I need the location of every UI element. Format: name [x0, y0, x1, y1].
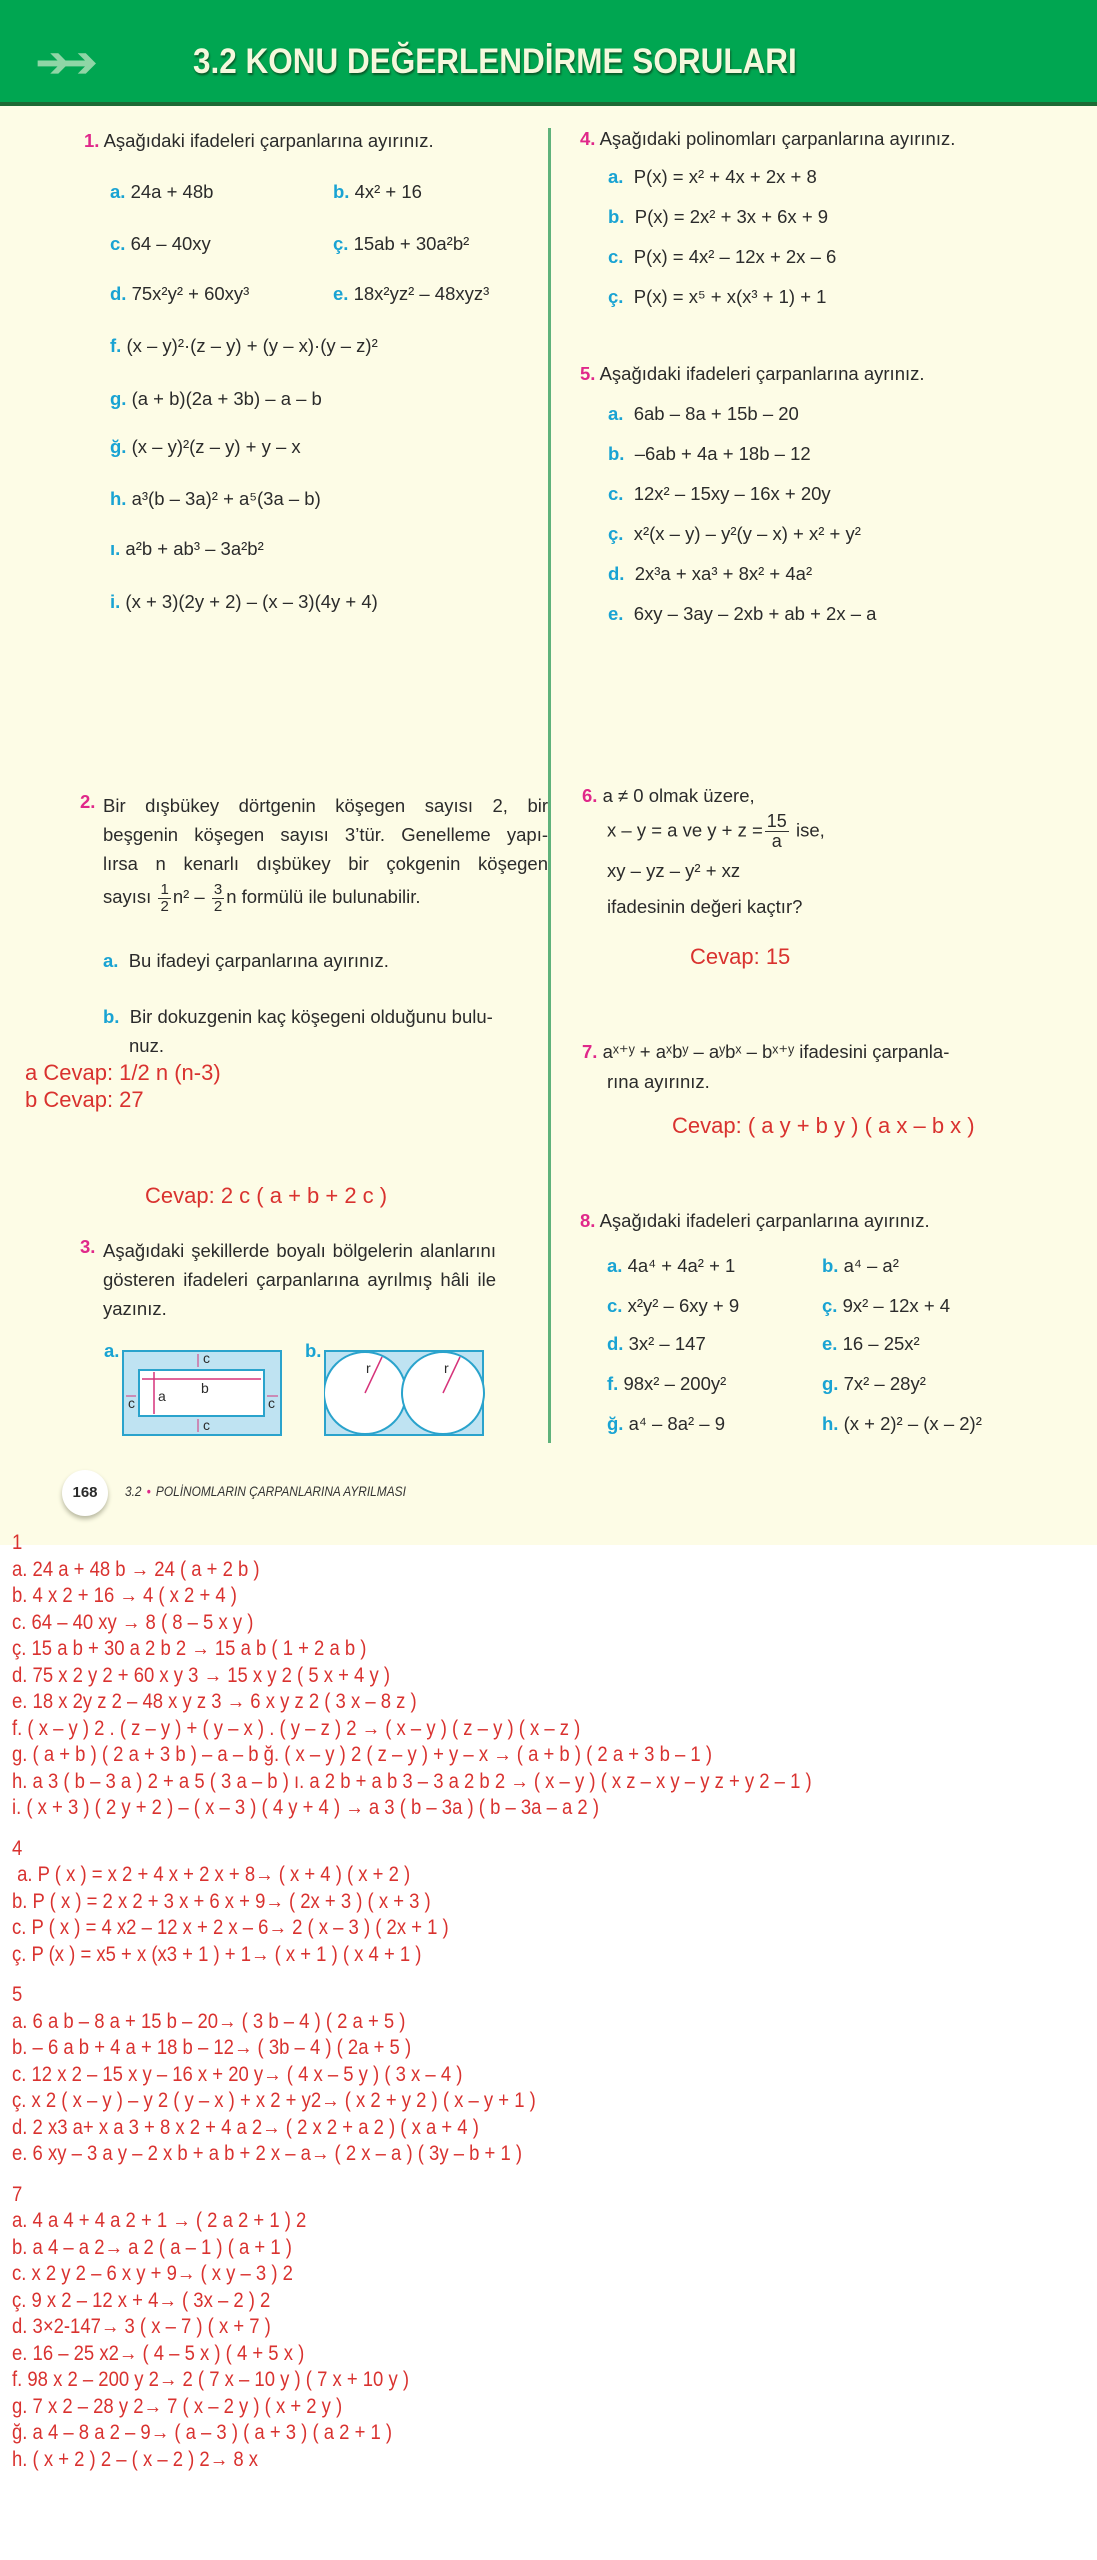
text-line: rına ayırınız.: [607, 1071, 710, 1092]
operator: –: [189, 886, 210, 908]
item-label: c.: [110, 233, 126, 254]
answer-line: c. x 2 y 2 – 6 x y + 9→ ( x y – 3 ) 2: [12, 2262, 293, 2285]
fraction: [212, 882, 224, 915]
denominator: a: [771, 830, 782, 851]
denominator: 2: [213, 897, 223, 915]
question-number: 8.: [580, 1210, 596, 1231]
answer-line: a. 24 a + 48 b → 24 ( a + 2 b ): [12, 1557, 260, 1581]
item-label: e.: [608, 603, 624, 624]
exercise-item: [822, 1333, 920, 1355]
answer-line: h. a 3 ( b – 3 a ) 2 + a 5 ( 3 a – b ) ı. a 2 b + a b 3 – 3 a 2 b 2 → ( x – y ) ( x z – x y – y z + y 2 – 1 ): [12, 1769, 812, 1793]
answer-group-number: 5: [12, 1983, 23, 2006]
item-label: a.: [103, 950, 119, 971]
answer-line: b. a 4 – a 2→ a 2 ( a – 1 ) ( a + 1 ): [12, 2235, 292, 2259]
answer-line: g. ( a + b ) ( 2 a + 3 b ) – a – b ğ. ( x – y ) 2 ( z – y ) + y – x → ( a + b ) ( 2 a + 3 b – 1 ): [12, 1743, 712, 1766]
denominator: 2: [160, 897, 169, 915]
expression: xy – yz – y² + xz: [607, 860, 741, 881]
numerator: 3: [213, 881, 223, 898]
exercise-item: [607, 1255, 735, 1277]
item-label: c.: [608, 246, 624, 267]
item-expression: 6ab – 8a + 15b – 20: [633, 403, 799, 424]
question-text: Aşağıdaki polinomları çarpanlarına ayırınız.: [599, 128, 956, 149]
exercise-item: [110, 283, 249, 305]
item-label: e.: [822, 1333, 838, 1354]
page-number: 168: [62, 1470, 108, 1516]
item-label: f.: [607, 1373, 619, 1394]
item-label: a.: [608, 403, 624, 424]
dimension-label: c: [203, 1350, 210, 1366]
answer-line: e. 6 xy – 3 a y – 2 x b + a b + 2 x – a→ ( 2 x – a ) ( 3y – b + 1 ): [12, 2142, 523, 2165]
item-label: ı.: [110, 538, 121, 559]
answer-line: h. ( x + 2 ) 2 – ( x – 2 ) 2→ 8 x: [12, 2447, 258, 2471]
handwritten-answer: Cevap: 15: [690, 944, 791, 969]
item-expression: P(x) = x⁵ + x(x³ + 1) + 1: [633, 286, 827, 307]
exercise-item: [608, 483, 831, 505]
item-label: i.: [110, 591, 121, 612]
exercise-item: [608, 523, 861, 545]
item-expression: –6ab + 4a + 18b – 12: [634, 443, 811, 464]
equation: x – y = a ve y + z =: [607, 819, 763, 841]
text-line: gösteren ifadeleri çarpanlarına ayrılmış hâli ile: [103, 1269, 496, 1290]
exercise-item: [607, 1413, 725, 1435]
item-expression: 4x² + 16: [354, 181, 422, 202]
answer-line: d. 75 x 2 y 2 + 60 x y 3 → 15 x y 2 ( 5 x + 4 y ): [12, 1663, 391, 1687]
answer-line: e. 18 x 2y z 2 – 48 x y z 3 → 6 x y z 2 ( 3 x – 8 z ): [12, 1690, 417, 1713]
item-label: h.: [110, 488, 127, 509]
question-text: Aşağıdaki ifadeleri çarpanlarına ayrınız.: [599, 363, 925, 384]
item-label: ç.: [822, 1295, 838, 1316]
text-line: lırsa n kenarlı dışbükey bir çokgenin köşegen: [103, 853, 548, 874]
item-label: ç.: [608, 523, 624, 544]
exercise-item: [333, 283, 489, 305]
footer-chapter: [125, 1483, 406, 1499]
term: n²: [172, 886, 190, 908]
answer-line: i. ( x + 3 ) ( 2 y + 2 ) – ( x – 3 ) ( 4 y + 4 ) → a 3 ( b – 3a ) ( b – 3a – a 2 ): [12, 1796, 599, 1819]
answer-line: d. 2 x3 a+ x a 3 + 8 x 2 + 4 a 2→ ( 2 x 2 + a 2 ) ( x a + 4 ): [12, 2115, 479, 2139]
question-number: 4.: [580, 128, 596, 149]
text-line: aˣ⁺ʸ + aˣbʸ – aʸbˣ – bˣ⁺ʸ ifadesini çarpanla-: [602, 1041, 950, 1062]
exercise-item: [608, 603, 876, 625]
answer-line: a. 4 a 4 + 4 a 2 + 1 → ( 2 a 2 + 1 ) 2: [12, 2209, 307, 2232]
item-expression: a³(b – 3a)² + a⁵(3a – b): [131, 488, 321, 509]
double-arrow-icon: ➔➔: [36, 41, 92, 85]
item-label: ğ.: [607, 1413, 624, 1434]
answer-line: ğ. a 4 – 8 a 2 – 9→ ( a – 3 ) ( a + 3 ) ( a 2 + 1 ): [12, 2421, 393, 2444]
exercise-item: [333, 181, 422, 203]
item-expression: 9x² – 12x + 4: [842, 1295, 951, 1316]
question-number: 5.: [580, 363, 596, 384]
exercise-item: [110, 181, 213, 203]
item-text: Bir dokuzgenin kaç köşegeni olduğunu bulu-: [129, 1006, 493, 1027]
item-label: b.: [822, 1255, 839, 1276]
item-expression: P(x) = 2x² + 3x + 6x + 9: [634, 206, 829, 227]
item-expression: (x – y)²(z – y) + y – x: [131, 436, 301, 457]
answer-line: b. 4 x 2 + 16 → 4 ( x 2 + 4 ): [12, 1584, 237, 1607]
item-expression: 12x² – 15xy – 16x + 20y: [633, 483, 831, 504]
item-label: ç.: [333, 233, 349, 254]
item-label: g.: [822, 1373, 839, 1394]
exercise-item: [608, 166, 817, 188]
handwritten-answer-b: b Cevap: 27: [25, 1087, 144, 1112]
handwritten-answers: [12, 1530, 812, 2487]
answer-line: ç. x 2 ( x – y ) – y 2 ( y – x ) + x 2 + y2→ ( x 2 + y 2 ) ( x – y + 1 ): [12, 2089, 536, 2112]
exercise-item: [608, 246, 836, 268]
numerator: 15: [766, 811, 787, 831]
exercise-item: [110, 538, 264, 560]
item-expression: (x + 3)(2y + 2) – (x – 3)(4y + 4): [125, 591, 378, 612]
handwritten-answer-q3: Cevap: 2 c ( a + b + 2 c ): [145, 1183, 388, 1208]
equation-line: [607, 812, 825, 851]
exercise-item: [608, 563, 812, 585]
exercise-item: [110, 388, 322, 410]
answer-line: c. 12 x 2 – 15 x y – 16 x + 20 y→ ( 4 x – 5 y ) ( 3 x – 4 ): [12, 2062, 463, 2086]
exercise-item: [607, 1373, 726, 1395]
exercise-item: [822, 1255, 899, 1277]
radius-label: r: [366, 1360, 371, 1376]
question-text: Aşağıdaki ifadeleri çarpanlarına ayırınız.: [599, 1210, 930, 1231]
answer-line: f. ( x – y ) 2 . ( z – y ) + ( y – x ) . ( y – z ) 2 → ( x – y ) ( z – y ) ( x – z ): [12, 1716, 581, 1740]
question-number: 3.: [80, 1236, 96, 1257]
handwritten-answer: Cevap: ( a y + b y ) ( a x – b x ): [672, 1113, 975, 1138]
section-title: 3.2 KONU DEĞERLENDİRME SORULARI: [193, 42, 797, 81]
item-expression: 64 – 40xy: [130, 233, 211, 254]
item-expression: (x – y)²·(z – y) + (y – x)·(y – z)²: [126, 335, 378, 356]
item-text: Bu ifadeyi çarpanlarına ayırınız.: [128, 950, 389, 971]
item-expression: 7x² – 28y²: [843, 1373, 926, 1394]
dimension-label: b: [201, 1380, 209, 1396]
exercise-item: [110, 335, 378, 357]
item-label: a.: [110, 181, 126, 202]
figure-b-label: b.: [305, 1340, 322, 1361]
handwritten-answer-a: a Cevap: 1/2 n (n-3): [25, 1060, 221, 1085]
text-line: ifadesinin değeri kaçtır?: [607, 896, 803, 917]
text: ise,: [795, 819, 825, 841]
text: sayısı: [103, 886, 152, 908]
column-divider: [548, 128, 551, 1443]
answer-line: b. – 6 a b + 4 a + 18 b – 12→ ( 3b – 4 ) ( 2a + 5 ): [12, 2036, 412, 2059]
exercise-item: [110, 488, 321, 510]
text-line: yazınız.: [103, 1298, 167, 1319]
dimension-label: c: [203, 1417, 210, 1433]
item-expression: (x + 2)² – (x – 2)²: [843, 1413, 982, 1434]
answer-group-number: 1: [12, 1531, 23, 1554]
item-expression: a²b + ab³ – 3a²b²: [125, 538, 264, 559]
item-label: ç.: [608, 286, 624, 307]
answer-line: a. 6 a b – 8 a + 15 b – 20→ ( 3 b – 4 ) ( 2 a + 5 ): [12, 2009, 406, 2033]
question-text: [103, 791, 548, 915]
figure-b-circles: [324, 1350, 486, 1438]
answer-group: [12, 1836, 812, 1969]
item-expression: 3x² – 147: [628, 1333, 706, 1354]
question-text: [103, 1236, 496, 1323]
figure-a-label: a.: [104, 1340, 120, 1361]
item-label: h.: [822, 1413, 839, 1434]
exercise-item: [608, 206, 828, 228]
question-text: Aşağıdaki ifadeleri çarpanlarına ayırınız.: [103, 130, 434, 151]
answer-line: ç. P (x ) = x5 + x (x3 + 1 ) + 1→ ( x + 1 ) ( x 4 + 1 ): [12, 1942, 422, 1966]
item-label: f.: [110, 335, 122, 356]
answer-line: c. 64 – 40 xy → 8 ( 8 – 5 x y ): [12, 1610, 254, 1634]
item-expression: a⁴ – a²: [843, 1255, 899, 1276]
text-line: beşgenin köşegen sayısı 3’tür. Genelleme yapı-: [103, 824, 548, 845]
term: n: [226, 886, 237, 908]
exercise-item: [822, 1373, 926, 1395]
answer-group: [12, 1982, 812, 2168]
item-label: b.: [103, 1006, 120, 1027]
item-expression: a⁴ – 8a² – 9: [628, 1413, 725, 1434]
exercise-item: [110, 591, 378, 613]
answer-line: f. 98 x 2 – 200 y 2→ 2 ( 7 x – 10 y ) ( 7 x + 10 y ): [12, 2368, 410, 2391]
item-label: ğ.: [110, 436, 127, 457]
radius-label: r: [444, 1360, 449, 1376]
item-expression: 2x³a + xa³ + 8x² + 4a²: [634, 563, 813, 584]
item-label: c.: [607, 1295, 623, 1316]
item-expression: 4a⁴ + 4a² + 1: [627, 1255, 736, 1276]
text-line: Aşağıdaki şekillerde boyalı bölgelerin alanlarını: [103, 1240, 496, 1261]
item-label: a.: [608, 166, 624, 187]
exercise-item: [110, 436, 301, 458]
answer-line: ç. 9 x 2 – 12 x + 4→ ( 3x – 2 ) 2: [12, 2288, 271, 2312]
item-expression: x²(x – y) – y²(y – x) + x² + y²: [633, 523, 861, 544]
question-number: 7.: [582, 1041, 598, 1062]
exercise-item: [110, 233, 211, 255]
exercise-item: [822, 1413, 982, 1435]
answer-line: ç. 15 a b + 30 a 2 b 2 → 15 a b ( 1 + 2 a b ): [12, 1637, 367, 1660]
exercise-item: [333, 233, 469, 255]
item-expression: 6xy – 3ay – 2xb + ab + 2x – a: [633, 603, 877, 624]
text-line: a ≠ 0 olmak üzere,: [602, 785, 755, 806]
answer-line: g. 7 x 2 – 28 y 2→ 7 ( x – 2 y ) ( x + 2 y ): [12, 2394, 343, 2418]
exercise-item: [608, 403, 799, 425]
dimension-label: a: [158, 1388, 166, 1404]
text: formülü ile bulunabilir.: [241, 886, 421, 908]
answer-group: [12, 2182, 812, 2474]
text-line: Bir dışbükey dörtgenin köşegen sayısı 2, bir: [103, 795, 548, 816]
item-expression: x²y² – 6xy + 9: [627, 1295, 740, 1316]
answer-line: e. 16 – 25 x2→ ( 4 – 5 x ) ( 4 + 5 x ): [12, 2341, 305, 2365]
item-label: d.: [607, 1333, 624, 1354]
item-text: nuz.: [129, 1035, 164, 1056]
dimension-label: c: [268, 1395, 275, 1411]
item-label: a.: [607, 1255, 623, 1276]
section-number: 3.2: [125, 1483, 142, 1499]
chapter-title: POLİNOMLARIN ÇARPANLARINA AYRILMASI: [155, 1483, 406, 1499]
item-label: e.: [333, 283, 349, 304]
answer-line: d. 3×2-147→ 3 ( x – 7 ) ( x + 7 ): [12, 2315, 271, 2338]
exercise-item: [607, 1295, 739, 1317]
answer-line: c. P ( x ) = 4 x2 – 12 x + 2 x – 6→ 2 ( x – 3 ) ( 2x + 1 ): [12, 1916, 449, 1939]
dimension-label: c: [128, 1395, 135, 1411]
answer-group: [12, 1530, 812, 1822]
question-number: 1.: [84, 130, 100, 151]
item-expression: P(x) = 4x² – 12x + 2x – 6: [633, 246, 837, 267]
item-expression: (a + b)(2a + 3b) – a – b: [131, 388, 322, 409]
exercise-item: [607, 1333, 706, 1355]
item-label: b.: [608, 443, 625, 464]
item-label: c.: [608, 483, 624, 504]
formula-line: [103, 882, 548, 915]
exercise-item: [822, 1295, 950, 1317]
item-label: b.: [608, 206, 625, 227]
item-label: d.: [110, 283, 127, 304]
item-expression: 18x²yz² – 48xyz³: [353, 283, 490, 304]
answer-line: a. P ( x ) = x 2 + 4 x + 2 x + 8→ ( x + 4 ) ( x + 2 ): [12, 1863, 411, 1886]
item-expression: 98x² – 200y²: [623, 1373, 727, 1394]
item-label: g.: [110, 388, 127, 409]
question-number: 2.: [80, 791, 96, 812]
item-expression: 24a + 48b: [130, 181, 214, 202]
question-number: 6.: [582, 785, 598, 806]
fraction: [765, 812, 789, 851]
item-expression: P(x) = x² + 4x + 2x + 8: [633, 166, 817, 187]
item-expression: 16 – 25x²: [842, 1333, 920, 1354]
item-label: b.: [333, 181, 350, 202]
item-label: d.: [608, 563, 625, 584]
answer-group-number: 7: [12, 2182, 23, 2206]
item-expression: 15ab + 30a²b²: [353, 233, 470, 254]
bullet-icon: •: [146, 1483, 151, 1499]
numerator: 1: [160, 881, 169, 898]
exercise-item: [608, 286, 826, 308]
answer-line: b. P ( x ) = 2 x 2 + 3 x + 6 x + 9→ ( 2x + 3 ) ( x + 3 ): [12, 1889, 431, 1913]
answer-group-number: 4: [12, 1836, 23, 1860]
item-expression: 75x²y² + 60xy³: [131, 283, 250, 304]
section-header: [0, 0, 1097, 106]
fraction: [158, 882, 170, 915]
exercise-item: [608, 443, 811, 465]
